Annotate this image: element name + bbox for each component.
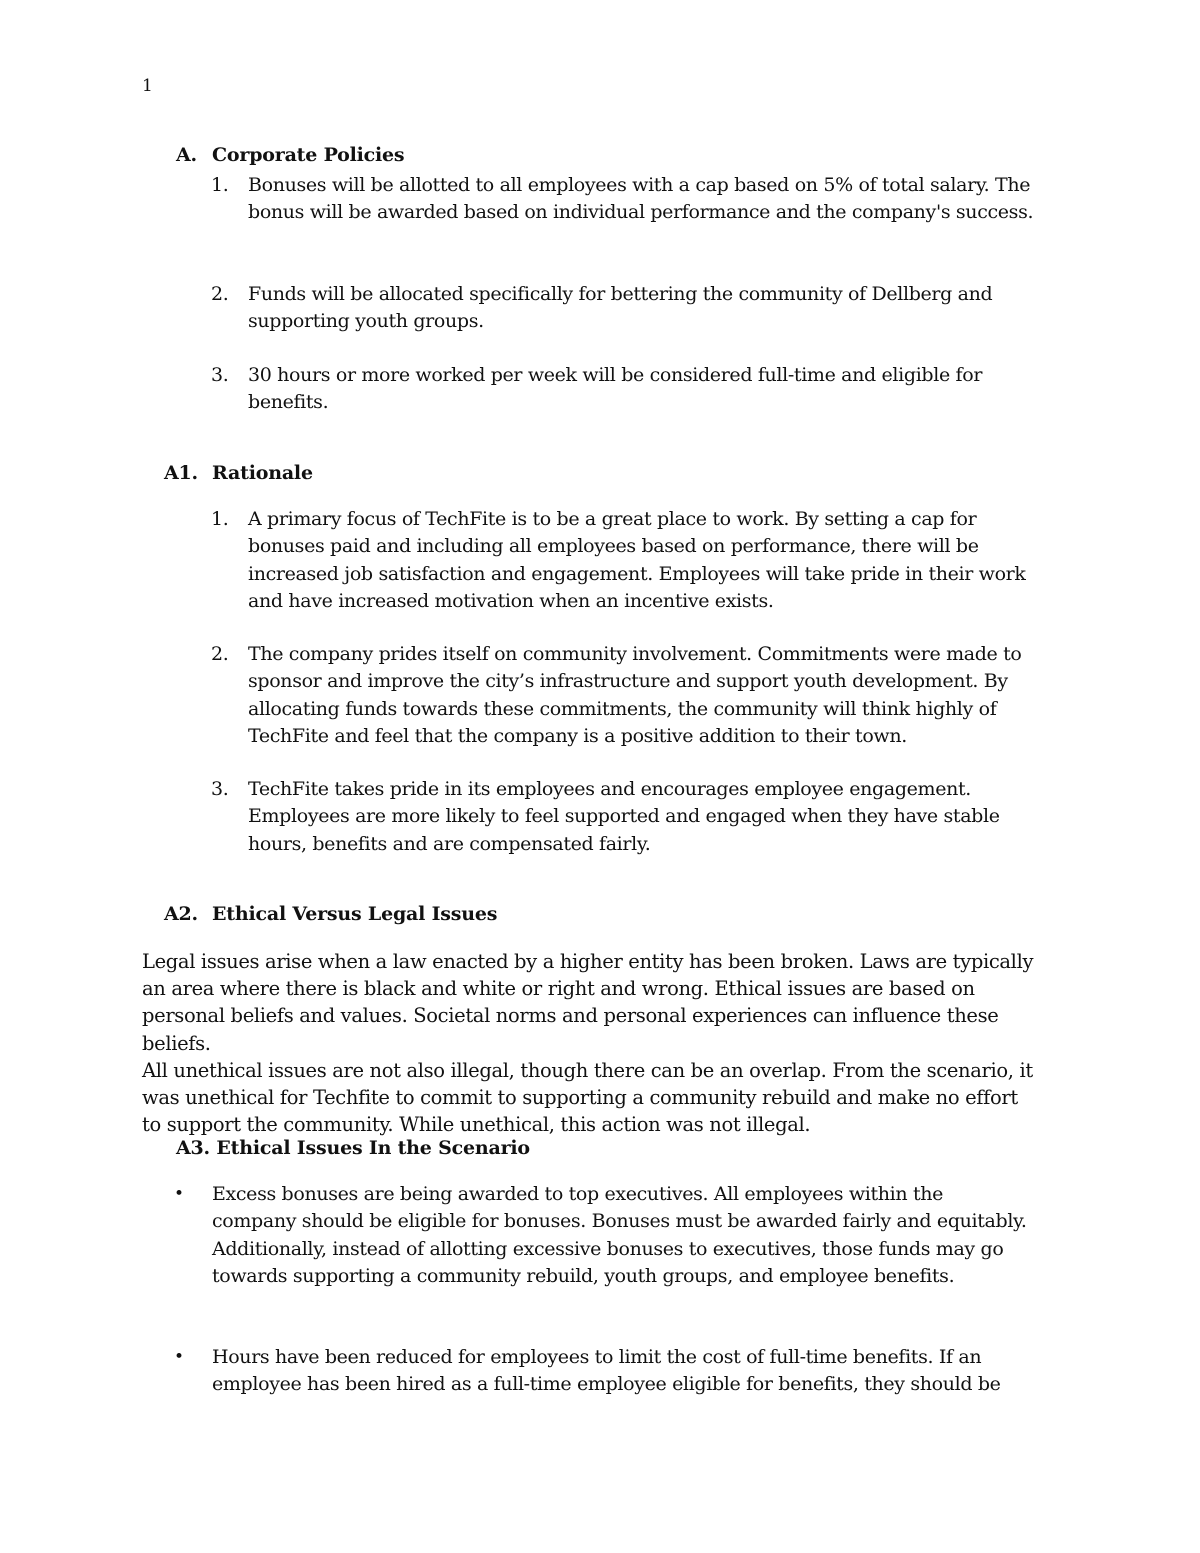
rationale-item-1-text: A primary focus of TechFite is to be a great place to work. By setting a cap for bonuses paid and including all employees based on performance, there will be increased job satisfaction and engagement. Employees will take pride in their work and have increased motivation when an incentive exists. bbox=[248, 508, 1026, 613]
rationale-item-3-number: 3. bbox=[211, 778, 229, 800]
policy-item-3 bbox=[211, 362, 1038, 417]
ethical-legal-paragraph-2: All unethical issues are not also illegal, though there can be an overlap. From the scenario, it was unethical for Techfite to commit to supporting a community rebuild and make no effort to support the community. While unethical, this action was not illegal. bbox=[142, 1058, 1033, 1137]
section-a-label: A. bbox=[176, 144, 197, 166]
policy-item-2 bbox=[211, 281, 1038, 336]
section-a1-heading bbox=[164, 462, 313, 484]
policy-item-2-number: 2. bbox=[211, 283, 229, 305]
section-a1-title: Rationale bbox=[212, 462, 313, 484]
bullet-icon: • bbox=[174, 1347, 184, 1367]
ethical-issue-bullet-1 bbox=[174, 1181, 1032, 1291]
rationale-item-3-text: TechFite takes pride in its employees and encourages employee engagement. Employees are more likely to feel supported and engaged when they have stable hours, benefits and are compensated fairly. bbox=[248, 778, 1000, 855]
policy-item-3-number: 3. bbox=[211, 364, 229, 386]
rationale-item-3 bbox=[211, 776, 1038, 858]
policy-item-1 bbox=[211, 172, 1038, 227]
section-a-title: Corporate Policies bbox=[212, 144, 405, 166]
rationale-item-2 bbox=[211, 641, 1038, 751]
section-a2-heading bbox=[164, 903, 497, 925]
policy-item-3-text: 30 hours or more worked per week will be considered full-time and eligible for benefits. bbox=[248, 364, 983, 414]
policy-item-2-text: Funds will be allocated specifically for bettering the community of Dellberg and supporting youth groups. bbox=[248, 283, 993, 333]
ethical-legal-paragraph bbox=[142, 948, 1042, 1138]
policy-item-1-text: Bonuses will be allotted to all employees with a cap based on 5% of total salary. The bonus will be awarded based on individual performance and the company's success. bbox=[248, 174, 1034, 224]
ethical-issue-bullet-2-text: Hours have been reduced for employees to limit the cost of full-time benefits. If an employee has been hired as a full-time employee eligible for benefits, they should be bbox=[212, 1346, 1001, 1396]
section-a2-title: Ethical Versus Legal Issues bbox=[212, 903, 498, 925]
section-a3-heading bbox=[176, 1137, 530, 1159]
policy-item-1-number: 1. bbox=[211, 174, 229, 196]
ethical-issue-bullet-2 bbox=[174, 1344, 1032, 1399]
ethical-legal-paragraph-1: Legal issues arise when a law enacted by a higher entity has been broken. Laws are typically an area where there is black and white or right and wrong. Ethical issues are based on personal beliefs and values. Societal norms and personal experiences can influence these beliefs. bbox=[142, 950, 1034, 1055]
bullet-icon: • bbox=[174, 1184, 184, 1204]
section-a1-label: A1. bbox=[164, 462, 198, 484]
section-a-heading bbox=[176, 144, 404, 166]
rationale-item-2-number: 2. bbox=[211, 643, 229, 665]
page-number: 1 bbox=[142, 76, 153, 96]
ethical-issue-bullet-1-text: Excess bonuses are being awarded to top executives. All employees within the company should be eligible for bonuses. Bonuses must be awarded fairly and equitably. Additionally, instead of allotting excessive bonuses to executives, those funds may go towards supporting a community rebuild, youth groups, and employee benefits. bbox=[212, 1183, 1027, 1288]
rationale-item-1-number: 1. bbox=[211, 508, 229, 530]
section-a2-label: A2. bbox=[164, 903, 198, 925]
rationale-item-1 bbox=[211, 506, 1038, 616]
section-a3-title: A3. Ethical Issues In the Scenario bbox=[176, 1137, 530, 1159]
rationale-item-2-text: The company prides itself on community involvement. Commitments were made to sponsor and improve the city’s infrastructure and support youth development. By allocating funds towards these commitments, the community will think highly of TechFite and feel that the company is a positive addition to their town. bbox=[248, 643, 1022, 748]
